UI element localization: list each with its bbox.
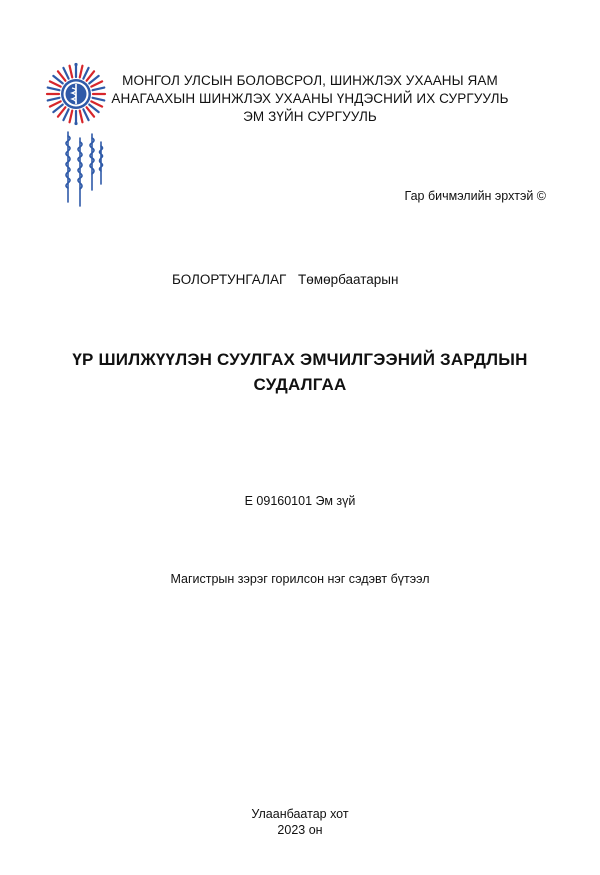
organization-header: [100, 72, 520, 126]
emblem-ray: [80, 66, 83, 78]
emblem-ray: [48, 98, 60, 101]
thesis-title: [50, 347, 550, 397]
school-name: ЭМ ЗҮЙН СУРГУУЛЬ: [243, 109, 377, 124]
ministry-name: МОНГОЛ УЛСЫН БОЛОВСРОЛ, ШИНЖЛЭХ УХААНЫ ЯАМ: [122, 73, 498, 88]
specialty-code: E 09160101 Эм зүй: [244, 494, 356, 508]
emblem-ray: [63, 109, 68, 120]
author-given-name: БОЛОРТУНГАЛАГ: [172, 272, 287, 287]
emblem-ray: [50, 101, 61, 106]
thesis-title-line: СУДАЛГАА: [253, 375, 347, 394]
author-family-name: Төмөрбаатарын: [298, 272, 399, 287]
thesis-title-line: ҮР ШИЛЖҮҮЛЭН СУУЛГАХ ЭМЧИЛГЭЭНИЙ ЗАРДЛЫН: [72, 350, 528, 369]
emblem-ray: [80, 111, 83, 123]
university-name: АНАГААХЫН ШИНЖЛЭХ УХААНЫ ҮНДЭСНИЙ ИХ СУРГУУЛЬ: [111, 91, 509, 106]
university-emblem-icon: [44, 62, 108, 126]
city: Улаанбаатар хот: [251, 807, 349, 821]
emblem-ray: [48, 88, 60, 91]
degree-statement: Магистрын зэрэг горилсон нэг сэдэвт бүтээл: [170, 572, 430, 586]
emblem-ray: [70, 66, 73, 78]
manuscript-rights-notice: Гар бичмэлийн эрхтэй ©: [404, 189, 546, 203]
place-and-year: [0, 806, 600, 838]
mongolian-script-emblem-text: [60, 128, 106, 210]
emblem-ray: [83, 68, 88, 79]
author-name: [172, 272, 398, 287]
year: 2023 он: [277, 823, 323, 837]
emblem-ray: [70, 111, 73, 123]
emblem-ray: [83, 109, 88, 120]
emblem-ray: [50, 81, 61, 86]
emblem-ray: [63, 68, 68, 79]
